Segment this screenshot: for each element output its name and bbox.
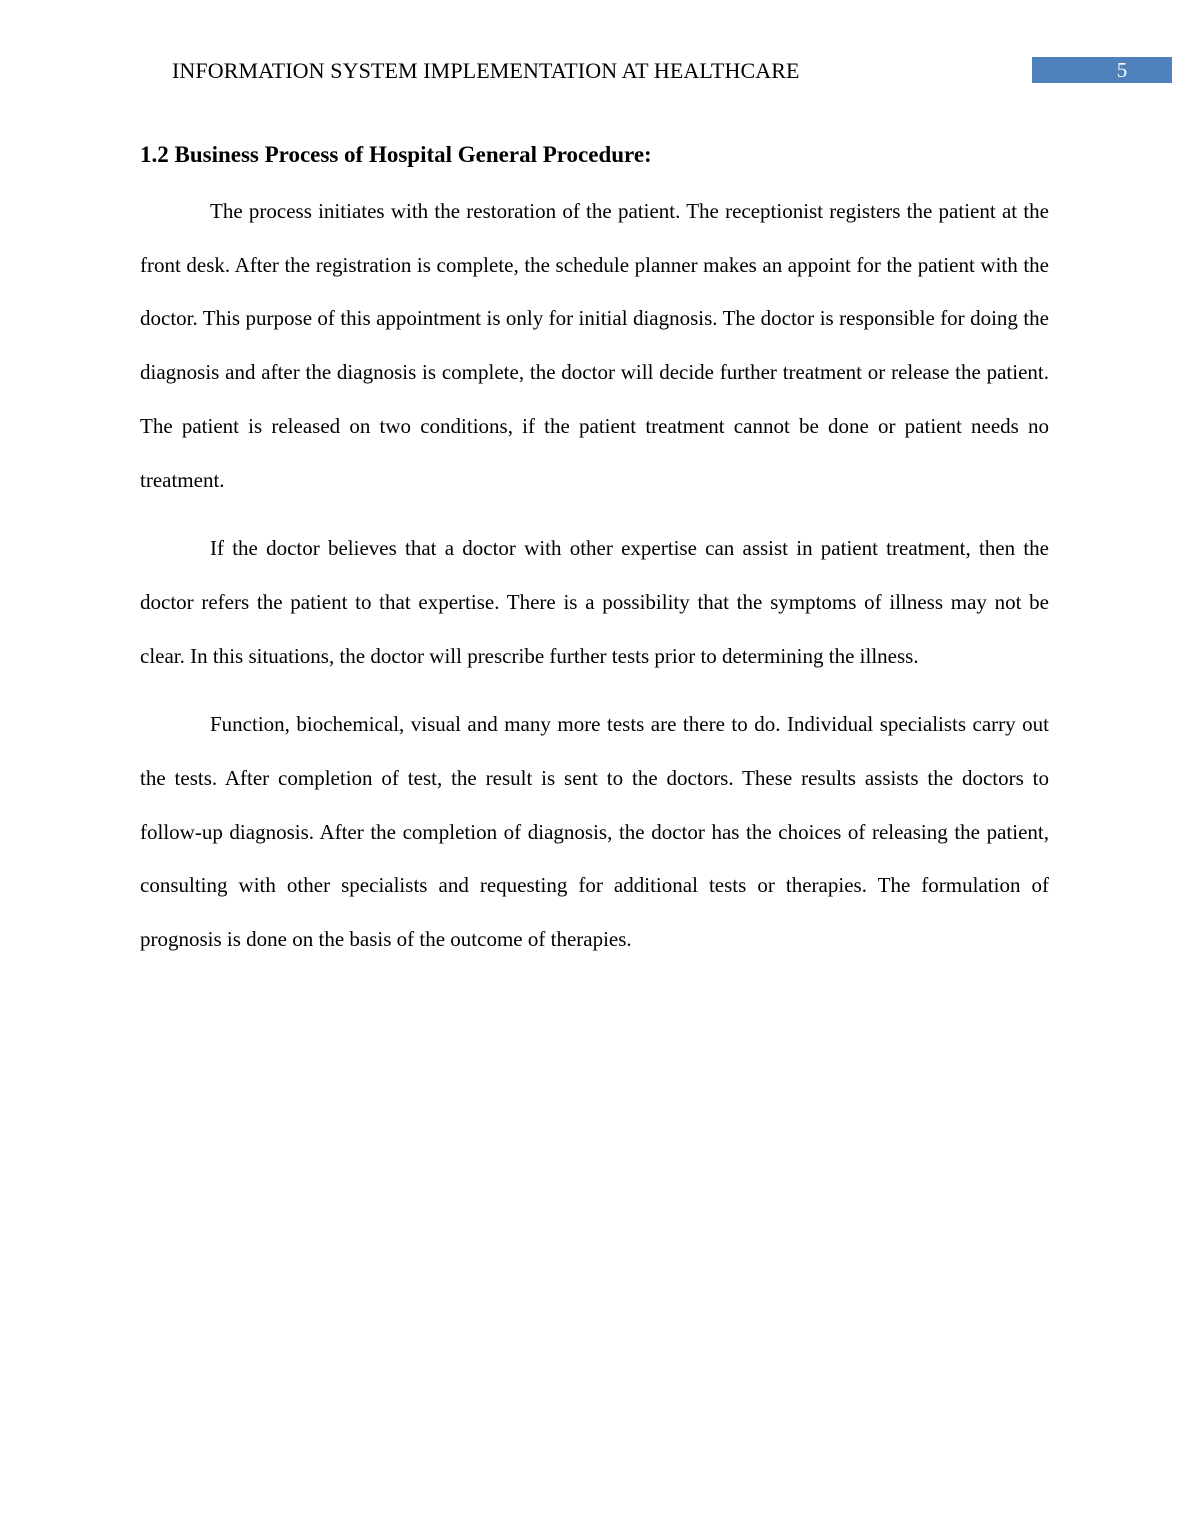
page-number-badge: 5 [1032,57,1172,83]
body-paragraph-3: Function, biochemical, visual and many more tests are there to do. Individual specialists carry out the tests. After completion of test, the result is sent to the doctors. These results assists the doctors to follow-up diagnosis. After the completion of diagnosis, the doctor has the choices of releasing the patient, consulting with other specialists and requesting for additional tests or therapies. The formulation of prognosis is done on the basis of the outcome of therapies. [140,712,1049,952]
document-body [140,185,1049,982]
body-paragraph-2: If the doctor believes that a doctor with other expertise can assist in patient treatment, then the doctor refers the patient to that expertise. There is a possibility that the symptoms of illness may not be clear. In this situations, the doctor will prescribe further tests prior to determining the illness. [140,536,1049,668]
body-paragraph-1: The process initiates with the restoration of the patient. The receptionist registers the patient at the front desk. After the registration is complete, the schedule planner makes an appoint for the patient with the doctor. This purpose of this appointment is only for initial diagnosis. The doctor is responsible for doing the diagnosis and after the diagnosis is complete, the doctor will decide further treatment or release the patient. The patient is released on two conditions, if the patient treatment cannot be done or patient needs no treatment. [140,199,1049,492]
section-heading: 1.2 Business Process of Hospital General Procedure: [140,142,652,167]
running-header-title: INFORMATION SYSTEM IMPLEMENTATION AT HEALTHCARE [172,58,800,83]
